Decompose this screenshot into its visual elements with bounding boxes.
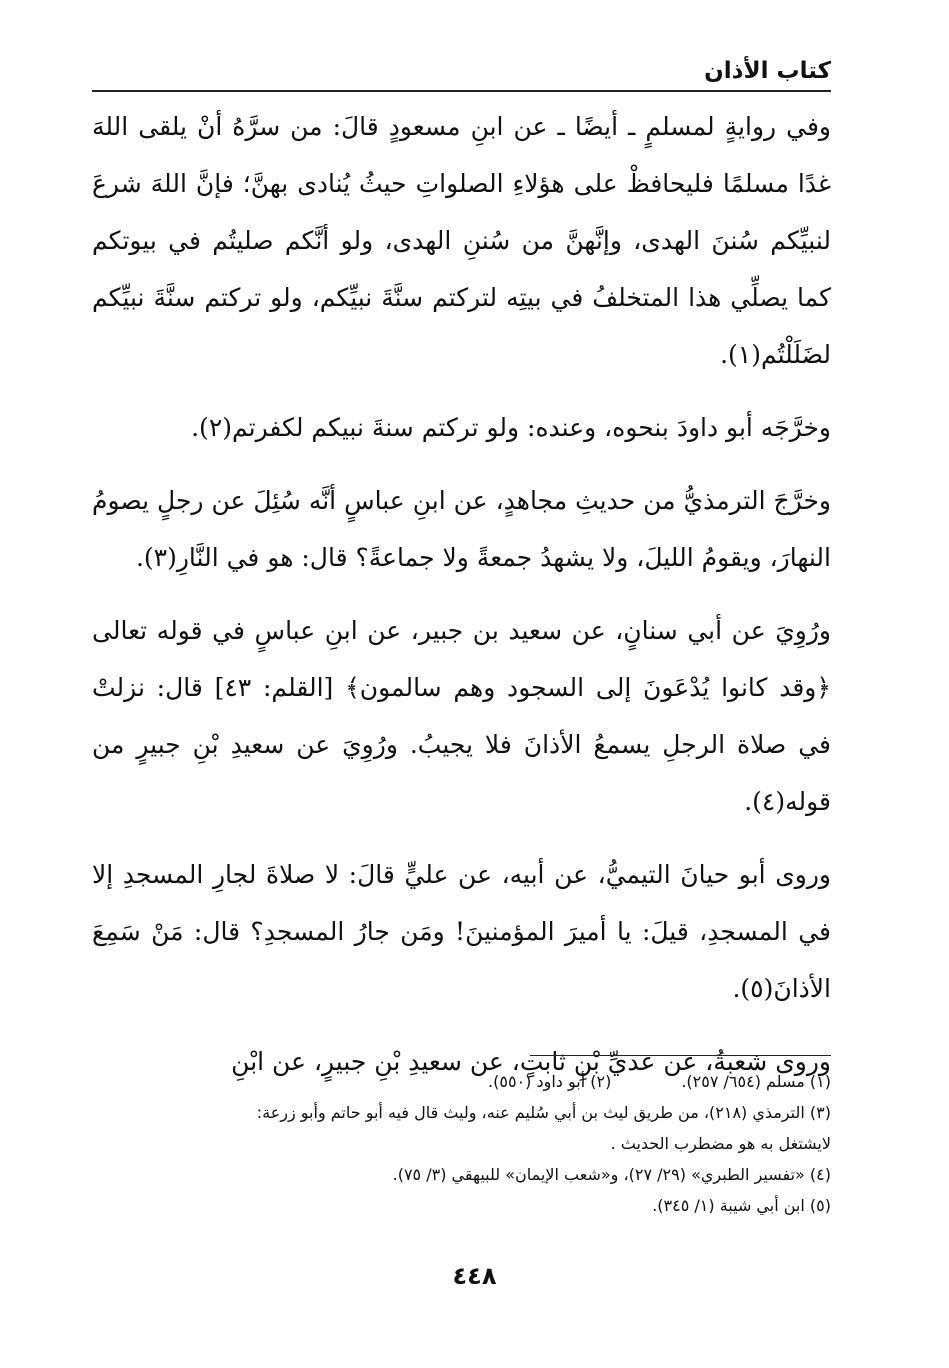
main-text — [92, 98, 831, 1106]
footnote-2: (٢) أبو داود (٥٥٠). — [488, 1072, 612, 1091]
page-number: ٤٤٨ — [452, 1262, 497, 1290]
paragraph-6: وروى شعبةُ، عن عديِّ بْنِ ثابتٍ، عن سعيدِ بْنِ جبيرٍ، عن ابْنِ — [231, 1047, 831, 1076]
header-divider — [92, 90, 831, 92]
running-header-title: كتاب الأذان — [704, 58, 831, 84]
footnote-3-continued: لايشتغل به هو مضطرب الحديث . — [610, 1134, 831, 1153]
footnote-5: (٥) ابن أبي شيبة (١/ ٣٤٥). — [652, 1196, 831, 1215]
paragraph-3: وخرَّجَ الترمذيُّ من حديثِ مجاهدٍ، عن ابنِ عباسٍ أنَّه سُئِلَ عن رجلٍ يصومُ النهارَ، ويقومُ الليلَ، ولا يشهدُ جمعةً ولا جماعةً؟ قال: هو في النَّارِ(٣). — [92, 486, 831, 572]
footnote-1: (١) مسلم (٦٥٤/ ٢٥٧). — [681, 1072, 831, 1091]
paragraph-5: وروى أبو حيانَ التيميُّ، عن أبيه، عن عليٍّ قالَ: لا صلاةَ لجارِ المسجدِ إلا في المسجدِ، قيلَ: يا أميرَ المؤمنينَ! ومَن جارُ المسجدِ؟ قال: مَنْ سَمِعَ الأذانَ(٥). — [92, 860, 831, 1003]
paragraph-1: وفي روايةٍ لمسلمٍ ـ أيضًا ـ عن ابنِ مسعودٍ قالَ: من سرَّهُ أنْ يلقى اللهَ غدًا مسلمًا فليحافظْ على هؤلاءِ الصلواتِ حيثُ يُنادى بهنَّ؛ فإنَّ اللهَ شرعَ لنبيِّكم سُننَ الهدى، وإنَّهنَّ من سُننِ الهدى، ولو أنَّكم صليتُم في بيوتكم كما يصلِّي هذا المتخلفُ في بيتِه لتركتم سنَّةَ نبيِّكم، ولو تركتم سنَّةَ نبيِّكم لضَلَلْتُم(١). — [92, 112, 831, 369]
paragraph-2: وخرَّجَه أبو داودَ بنحوه، وعنده: ولو تركتم سنةَ نبيكم لكفرتم(٢). — [191, 413, 831, 442]
footnote-divider — [530, 1055, 831, 1056]
footnote-3: (٣) الترمذي (٢١٨)، من طريق ليث بن أبي سُليم عنه، وليث قال فيه أبو حاتم وأبو زرعة: — [256, 1103, 831, 1122]
paragraph-4: ورُوِيَ عن أبي سنانٍ، عن سعيد بن جبير، عن ابنِ عباسٍ في قوله تعالى ﴿وقد كانوا يُدْعَونَ إلى السجود وهم سالمون﴾ [القلم: ٤٣] قال: نزلتْ في صلاة الرجلِ يسمعُ الأذانَ فلا يجيبُ. ورُوِيَ عن سعيدِ بْنِ جبيرٍ من قوله(٤). — [92, 616, 831, 816]
footnotes — [92, 1066, 831, 1221]
footnote-row — [92, 1066, 831, 1097]
footnote-4: (٤) «تفسير الطبري» (٢٩/ ٢٧)، و«شعب الإيمان» للبيهقي (٣/ ٧٥). — [392, 1165, 831, 1184]
